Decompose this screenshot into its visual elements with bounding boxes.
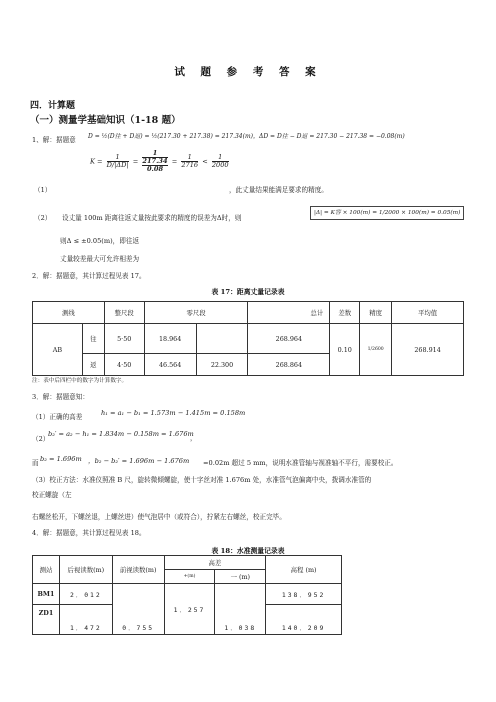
table17-zero1: 18.964: [144, 324, 196, 354]
table17-zero2: 22.300: [196, 354, 248, 376]
q3-part2-formula: b₂′ = a₂ − h₁ = 1.834m − 0.158m = 1.676m: [48, 430, 194, 438]
table17-header: 总计: [248, 302, 330, 324]
k-f4-den: 2000: [211, 161, 229, 169]
table17-header: 测线: [33, 302, 105, 324]
table17-diff: 0.10: [330, 324, 360, 376]
table-row: [33, 584, 342, 605]
table18-back: 1．472: [59, 605, 112, 635]
k-lhs: K =: [90, 157, 103, 166]
table17-whole: 5·50: [104, 324, 144, 354]
table18-header-plus: +(m): [164, 570, 215, 584]
k-f3-num: 1: [181, 154, 198, 162]
q3-part1-formula: h₁ = a₁ − b₁ = 1.573m − 1.415m = 0.158m: [101, 409, 246, 417]
k-f3-den: 2716: [181, 161, 199, 169]
table18-front: 0．755: [112, 584, 164, 635]
k-f2-den-top: 217.34: [142, 157, 168, 165]
table18-header-minus: 一 (m): [215, 570, 266, 584]
k-f1-den: D/|ΔD|: [106, 161, 129, 169]
subsection-heading: （一）测量学基础知识（1-18 题）: [30, 115, 181, 126]
table18-header-diff: 高差: [164, 556, 266, 570]
table17-header: 零尺段: [144, 302, 248, 324]
page-title: 试 题 参 考 答 案: [174, 66, 322, 78]
table17-zero1: 46.564: [144, 354, 196, 376]
q2-lead: 2．解：据题意，其计算过程见表 17。: [32, 272, 146, 280]
table17-dir: 返: [82, 354, 104, 376]
table18-elev: 140．209: [266, 605, 342, 635]
q1-lead: 1、解：据题意: [32, 136, 76, 144]
table18-header-front: 前视读数(m): [112, 556, 164, 584]
q1-part2-text: 设丈量 100m 距离往返丈量按此要求的精度的误差为Δ时，则: [62, 214, 242, 222]
q3-part2-tail: ，: [190, 434, 197, 442]
table18-header-elev: 高程 (m): [266, 556, 342, 584]
table17-zero2: [196, 324, 248, 354]
q3-part4-line2: 校正螺旋（左: [32, 491, 72, 499]
table17: [32, 301, 464, 376]
table18-caption: 表 18：水准测量记录表: [211, 547, 285, 555]
table17-mean: 268.914: [392, 324, 464, 376]
q3-part4-line1: （3）校正方法：水准仪照准 B 尺，旋转微倾螺旋，使十字丝对准 1.676m 处，水准管气泡偏离中央，拨调水准管的: [32, 476, 372, 484]
table18-plus: 1．257: [164, 584, 215, 635]
table17-whole: 4·50: [104, 354, 144, 376]
q3-part3-lead: 而: [32, 459, 39, 467]
table18-back: 2．012: [59, 584, 112, 605]
q1-formula-d: D = ½(D往 + D返) = ½(217.30 + 217.38) = 217.34(m)，ΔD = D往 − D返 = 217.30 − 217.38 = −0.08(m): [88, 133, 405, 140]
q3-part3-tail: =0.02m 超过 5 mm，说明水准管轴与视准轴不平行，需要校正。: [203, 459, 398, 467]
q1-part2-last: 丈量较差最大可允许相差为: [60, 255, 140, 263]
table17-note: 注：表中后四栏中的数字为计算数字。: [32, 378, 128, 384]
q1-part2-then: 则Δ ≤ ±0.05(m)，即往返: [60, 237, 140, 245]
table-row: [33, 324, 464, 354]
section-heading: 四．计算题: [30, 101, 76, 111]
table17-total: 268.964: [248, 324, 330, 354]
table17-line: AB: [33, 324, 83, 376]
q1-part2-formula: |Δ| = K容 × 100(m) = 1/2000 × 100(m) = 0.05(m): [310, 206, 464, 220]
q3-part3-f2: ，b₂ − b₂′ = 1.696m − 1.676m: [88, 457, 190, 465]
k-f1-num: 1: [107, 154, 129, 162]
table17-header: 精度: [360, 302, 392, 324]
table18-elev: 138．952: [266, 584, 342, 605]
q3-part3-f1: b₂ = 1.696m: [40, 455, 82, 463]
q1-part1-label: （1）: [34, 186, 52, 194]
table17-header: 平均值: [392, 302, 464, 324]
table17-caption: 表 17：距离丈量记录表: [211, 288, 285, 296]
table18-header-row: [33, 556, 342, 570]
table18-minus: 1．038: [215, 584, 266, 635]
table17-total: 268.864: [248, 354, 330, 376]
q4-lead: 4．解：据题意，其计算过程见表 18。: [32, 529, 146, 537]
k-f2-den-bot: 0.08: [146, 165, 164, 173]
q3-part2-label: （2）: [32, 435, 50, 443]
q3-lead: 3．解：据题意知：: [32, 393, 89, 401]
table18: [32, 555, 342, 635]
table17-header: 差数: [330, 302, 360, 324]
q3-part4-line3: 右螺丝松开，下螺丝退，上螺丝进）使气泡居中（或符合），拧紧左右螺丝，校正完毕。: [32, 513, 286, 521]
q1-part1-conclusion: ，此丈量结果能满足要求的精度。: [229, 186, 328, 194]
q1-k-formula: K = $\frac{1}{D/|\Delta D|}$ = 1 217.34 0.08 = $\frac{1}{2716}$ < $\frac{1}{2000}$: [90, 149, 229, 173]
table18-station: BM1: [33, 584, 60, 605]
q1-part2-label: （2）: [34, 214, 52, 222]
q3-part1-label: （1）正确的高差: [32, 413, 83, 421]
table18-station: ZD1: [33, 605, 60, 635]
table18-header-back: 后视读数(m): [59, 556, 112, 584]
table17-header: 整尺段: [104, 302, 144, 324]
table17-dir: 往: [82, 324, 104, 354]
k-f2-num: 1: [142, 150, 167, 158]
table17-header-row: [33, 302, 464, 324]
table18-header-station: 测站: [33, 556, 60, 584]
k-f4-num: 1: [212, 154, 229, 162]
table17-precision: 1/2600: [360, 324, 392, 376]
